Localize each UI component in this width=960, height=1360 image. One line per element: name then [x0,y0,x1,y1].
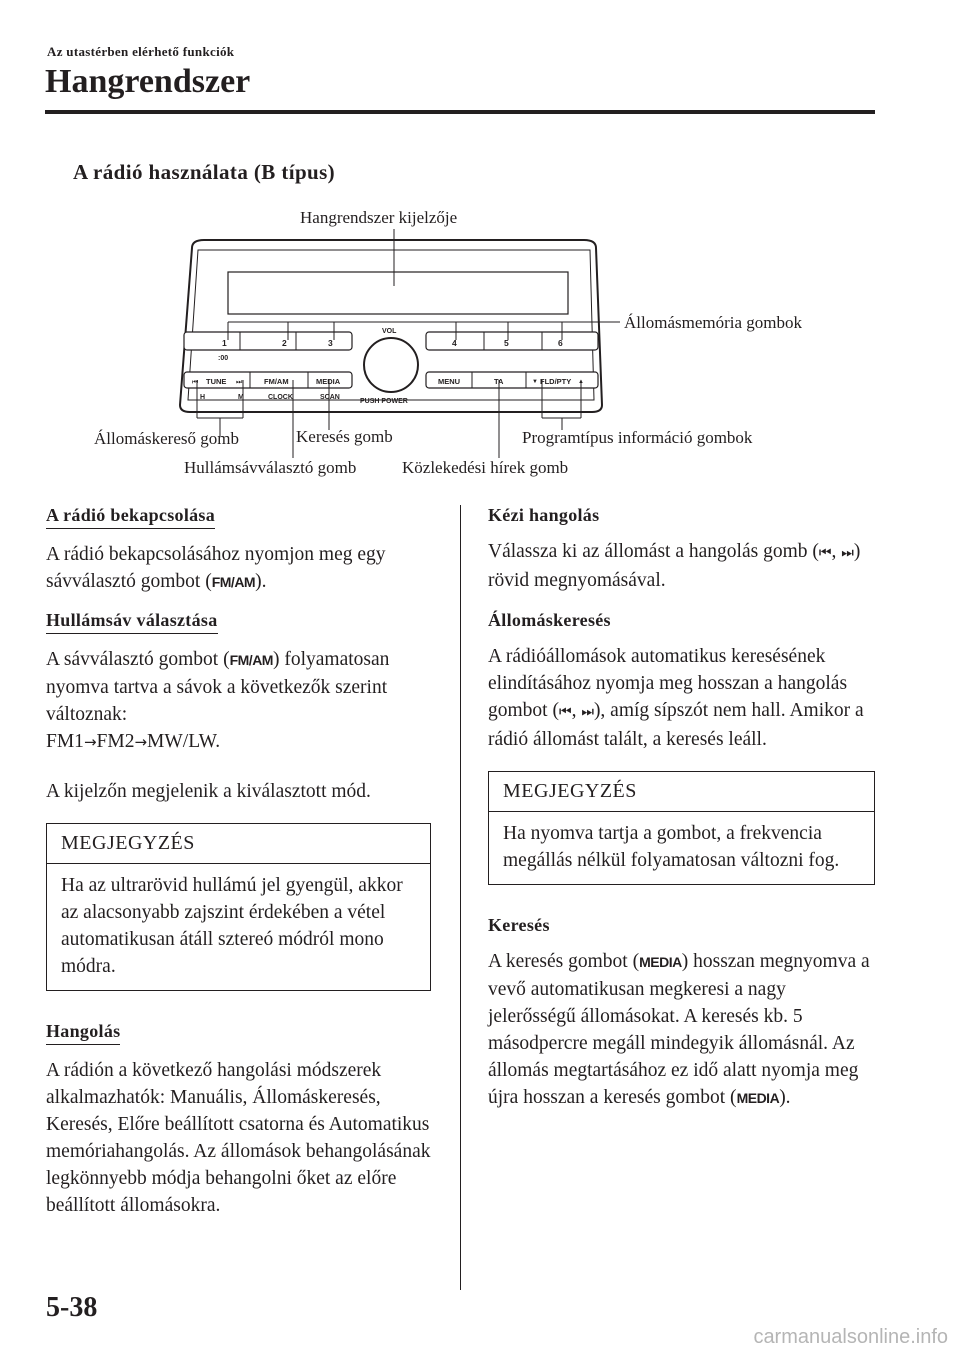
preset-5: 5 [504,338,509,348]
heading-radio-on: A rádió bekapcsolása [46,505,215,529]
prev-track-icon: ⏮ [558,704,572,720]
media-label: MEDIA [316,377,341,386]
paragraph-band-select: A sávválasztó gombot (FM/AM) folyamatosan nyomva tartva a sávok a következők szerint változnak: FM1→FM2→MW/LW. [46,649,390,752]
clock-label: CLOCK [268,394,293,401]
paragraph-radio-on: A rádió bekapcsolásához nyomjon meg egy sávválasztó gombot (FM/AM). [46,544,386,592]
tune-prev-icon: ⏮ [192,379,199,386]
next-track-icon: ⏭ [841,545,854,561]
heading-tuning: Hangolás [46,1021,120,1045]
heading-station-seek: Állomáskeresés [488,610,611,630]
column-divider [460,505,461,1290]
scan-label: SCAN [320,394,340,401]
menu-label: MENU [438,377,461,386]
preset-1: 1 [222,338,227,348]
paragraph-display-mode: A kijelzőn megjelenik a kiválasztott mód. [46,781,371,802]
left-column [46,505,436,1219]
power-volume-knob [364,338,418,392]
m-label: M [238,394,244,401]
page-title: Hangrendszer [45,63,251,100]
title-rule [45,110,875,114]
callout-search: Keresés gomb [296,427,393,446]
note-title: MEGJEGYZÉS [47,824,430,864]
section-title: A rádió használata (B típus) [73,160,336,184]
callout-display: Hangrendszer kijelzője [300,208,458,227]
paragraph-station-seek: A rádióállomások automatikus keresésének elindításához nyomja meg hosszan a hangolás gombot (⏮, ⏭), amíg sípszót nem hall. Amikor a rádió állomást talált, a keresés leáll. [488,646,864,750]
fld-pty-label: FLD/PTY [540,377,572,386]
media-button-glyph: MEDIA [736,1090,780,1106]
note-text: Ha nyomva tartja a gombot, a frekvencia megállás nélkül folyamatosan változni fog. [503,823,840,871]
vol-label: VOL [382,328,397,335]
preset-6: 6 [558,338,563,348]
callout-program-type: Programtípus információ gombok [522,428,753,447]
radio-panel-diagram [80,200,860,490]
tune-next-icon: ⏭ [236,379,243,386]
preset-strip-left [184,332,352,350]
page-number: 5-38 [46,1292,98,1323]
clock-zero-label: :00 [218,355,229,362]
ta-label: TA [494,377,504,386]
note-box-left [46,823,431,991]
arrow-icon: → [134,733,148,751]
callout-station-seek: Állomáskereső gomb [94,429,239,448]
section-header: Az utastérben elérhető funkciók [47,44,235,59]
watermark: carmanualsonline.info [753,1326,948,1348]
h-label: H [200,394,206,401]
note-title: MEGJEGYZÉS [489,772,874,812]
fm-am-label: FM/AM [264,377,289,386]
note-box-right [488,771,875,885]
heading-band-select: Hullámsáv választása [46,610,218,634]
preset-4: 4 [452,338,457,348]
paragraph-manual-tuning: Válassza ki az állomást a hangolás gomb (⏮, ⏭) rövid megnyomásával. [488,541,861,591]
push-power-label: PUSH POWER [360,398,408,405]
prev-track-icon: ⏮ [818,545,832,561]
media-button-glyph: MEDIA [639,954,682,970]
callout-traffic: Közlekedési hírek gomb [402,458,569,477]
right-column [488,505,878,1112]
note-text: Ha az ultrarövid hullámú jel gyengül, akkor az alacsonyabb zajszint érdekében a vétel automatikusan átáll sztereó módról mono módra. [61,875,403,977]
callout-band-select: Hullámsávválasztó gomb [184,458,357,477]
paragraph-search: A keresés gombot (MEDIA) hosszan megnyomva a vevő automatikusan megkeresi a nagy jelerősségű állomásokat. A keresés kb. 5 másodpercre megáll mindegyik állomásnál. Az állomás megtartásához ez idő alatt nyomja meg újra hosszan a keresés gombot (MEDIA). [488,951,870,1108]
preset-3: 3 [328,338,333,348]
audio-display [228,272,568,314]
fm-am-button-glyph: FM/AM [211,574,256,590]
preset-2: 2 [282,338,287,348]
arrow-icon: → [83,733,97,751]
fm-am-button-glyph: FM/AM [229,652,273,668]
paragraph-tuning: A rádión a következő hangolási módszerek alkalmazhatók: Manuális, Állomáskeresés, Keresés, Előre beállított csatorna és Automatikus memóriahangolás. Az állomások behangolásának legkönnyebb módja behangolni őket az előre beállított állomásokra. [46,1060,431,1216]
tune-label: TUNE [206,377,227,386]
fld-pty-up-icon: ▲ [578,379,584,385]
heading-manual-tuning: Kézi hangolás [488,505,600,525]
callout-memory-buttons: Állomásmemória gombok [624,313,803,332]
heading-search: Keresés [488,915,550,935]
next-track-icon: ⏭ [581,704,594,720]
fld-pty-down-icon: ▼ [532,379,538,385]
